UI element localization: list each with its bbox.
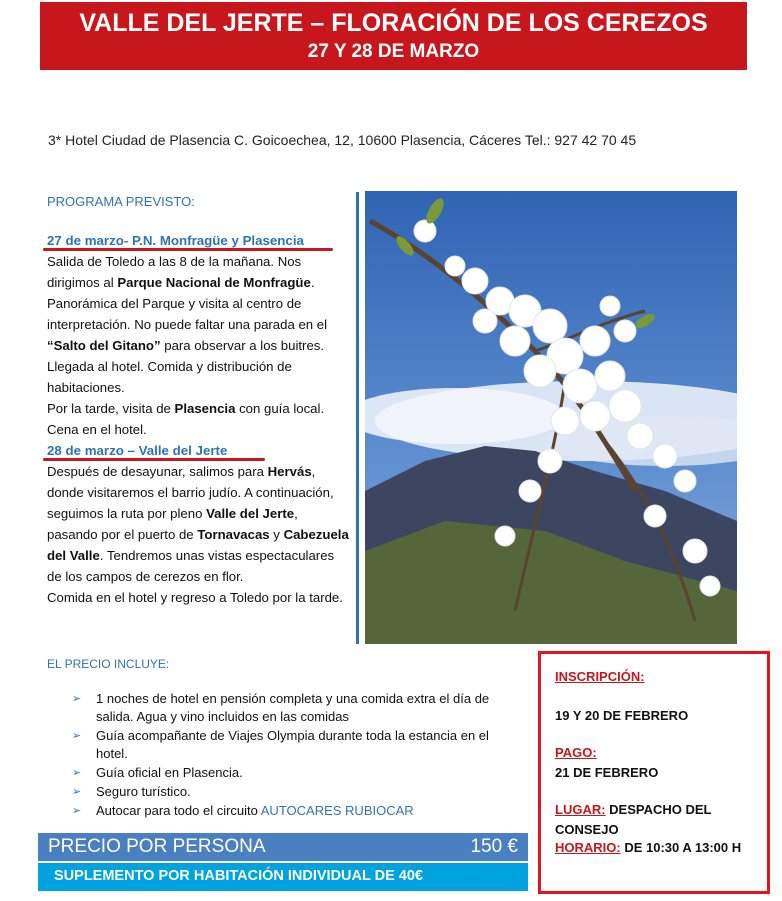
pago-value: 21 DE FEBRERO <box>555 765 659 780</box>
price-bar <box>38 833 528 861</box>
day2-underline <box>43 458 265 461</box>
programa-heading: PROGRAMA PREVISTO: <box>47 194 195 209</box>
day2-line: de los campos de cerezos en flor. <box>47 569 244 584</box>
arrow-bullet-icon: ➢ <box>72 730 82 742</box>
supplement-text: SUPLEMENTO POR HABITACIÓN INDIVIDUAL DE 40€ <box>54 868 423 884</box>
arrow-bullet-icon: ➢ <box>72 767 82 779</box>
supplement-bar <box>38 863 528 891</box>
day1-line: Salida de Toledo a las 8 de la mañana. Nos <box>47 254 302 269</box>
title-banner <box>40 2 747 70</box>
arrow-bullet-icon: ➢ <box>72 805 82 817</box>
day1-title: 27 de marzo- P.N. Monfragüe y Plasencia <box>47 233 304 248</box>
day1-line: Panorámica del Parque y visita al centro de <box>47 296 302 311</box>
page-dates: 27 Y 28 DE MARZO <box>307 41 480 62</box>
list-item: ➢ Guía acompañante de Viajes Olympia durante toda la estancia en el hotel. <box>72 728 489 761</box>
inscription-box <box>538 651 770 894</box>
day1-underline <box>43 248 333 251</box>
arrow-bullet-icon: ➢ <box>72 693 82 705</box>
day2-line: donde visitaremos el barrio judío. A continuación, <box>47 485 334 500</box>
day2-title: 28 de marzo – Valle del Jerte <box>47 443 228 458</box>
day1-line: dirigimos al Parque Nacional de Monfragüe. <box>47 275 315 290</box>
day2-line: pasando por el puerto de Tornavacas y Cabezuela <box>47 527 349 542</box>
list-item: ➢ 1 noches de hotel en pensión completa y una comida extra el día de salida. Agua y vino incluidos en las comidas <box>72 691 490 724</box>
list-item: ➢ Guía oficial en Plasencia. <box>72 765 243 780</box>
insc-label: INSCRIPCIÓN: <box>555 669 645 684</box>
lugar-value2: CONSEJO <box>555 822 619 837</box>
day1-line: “Salto del Gitano” para observar a los buitres. <box>47 338 325 353</box>
cherry-blossom-photo <box>365 191 737 644</box>
day1-line: habitaciones. <box>47 380 125 395</box>
day2-line: Comida en el hotel y regreso a Toledo por la tarde. <box>47 590 343 605</box>
programa-body <box>47 230 352 608</box>
page-title: VALLE DEL JERTE – FLORACIÓN DE LOS CEREZOS <box>79 9 708 37</box>
list-item: ➢ Seguro turístico. <box>72 784 191 799</box>
price-amount: 150 € <box>470 836 518 857</box>
incluye-list <box>72 690 512 821</box>
day2-line: Después de desayunar, salimos para Hervás, <box>47 464 316 479</box>
price-label: PRECIO POR PERSONA <box>48 836 266 857</box>
incluye-heading: EL PRECIO INCLUYE: <box>47 657 170 671</box>
day1-line: Llegada al hotel. Comida y distribución de <box>47 359 292 374</box>
lugar-row: LUGAR: DESPACHO DEL <box>555 802 712 817</box>
divider-line <box>356 192 359 644</box>
day2-line: del Valle. Tendremos unas vistas espectaculares <box>47 548 335 563</box>
insc-value: 19 Y 20 DE FEBRERO <box>555 708 689 723</box>
day1-line: Por la tarde, visita de Plasencia con guía local. <box>47 401 325 416</box>
list-item: ➢ Autocar para todo el circuito AUTOCARES RUBIOCAR <box>72 803 414 818</box>
horario-row: HORARIO: DE 10:30 A 13:00 H <box>555 840 742 855</box>
bus-company: AUTOCARES RUBIOCAR <box>260 803 414 818</box>
day1-line: Cena en el hotel. <box>47 422 147 437</box>
pago-label: PAGO: <box>555 745 597 760</box>
arrow-bullet-icon: ➢ <box>72 786 82 798</box>
hotel-info: 3* Hotel Ciudad de Plasencia C. Goicoechea, 12, 10600 Plasencia, Cáceres Tel.: 927 42 70 45 <box>48 132 637 148</box>
day2-line: seguimos la ruta por pleno Valle del Jerte, <box>47 506 298 521</box>
day1-line: interpretación. No puede faltar una parada en el <box>47 317 328 332</box>
